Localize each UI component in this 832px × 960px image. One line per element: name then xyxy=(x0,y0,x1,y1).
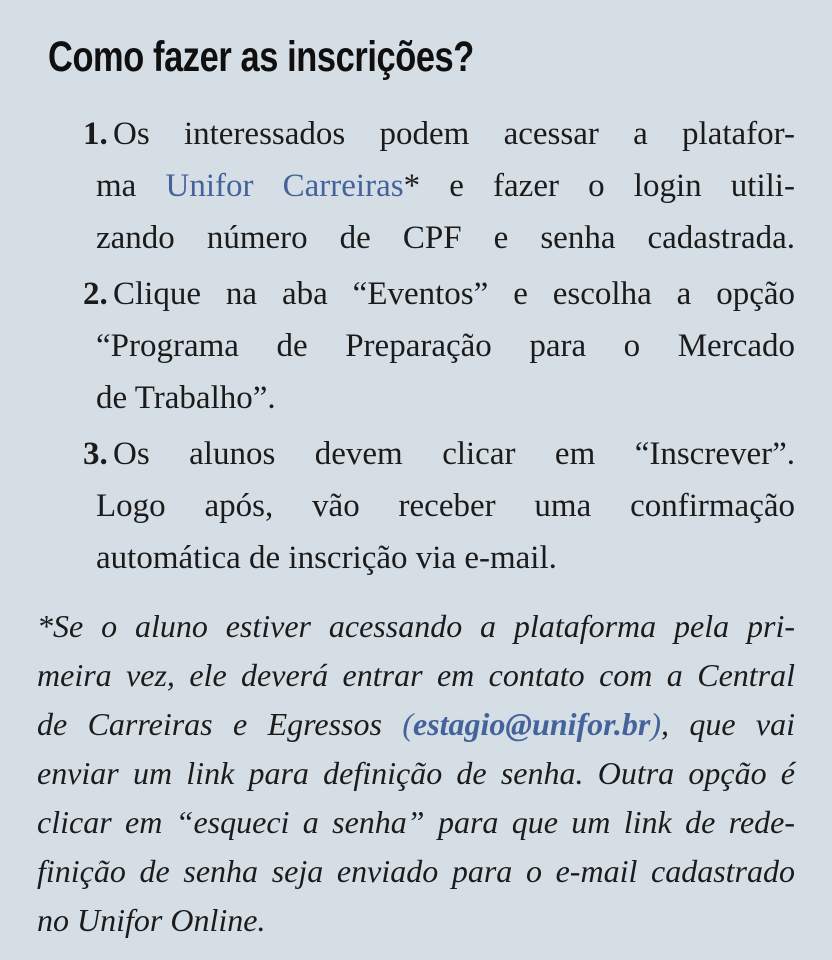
step-line xyxy=(96,320,795,372)
step-line xyxy=(96,532,795,584)
step-item xyxy=(83,268,795,424)
page-title xyxy=(48,34,795,80)
text-segment: Clique na aba “Eventos” e escolha a opção xyxy=(113,276,795,312)
text-segment: * e fazer o login utili- xyxy=(403,168,795,204)
step-number: 3. xyxy=(83,436,108,472)
text-segment: ma xyxy=(96,168,166,204)
steps-list xyxy=(37,108,795,584)
page-title-text: Como fazer as inscrições? xyxy=(48,33,474,81)
step-line xyxy=(96,372,795,424)
step-line xyxy=(96,160,795,212)
step-item xyxy=(83,428,795,584)
email-link[interactable]: estagio@unifor.br xyxy=(412,706,651,742)
text-segment: meira vez, ele deverá entrar em contato com a Central xyxy=(37,657,795,693)
step-item xyxy=(83,108,795,264)
text-segment: “Programa de Preparação para o Mercado xyxy=(96,328,795,364)
footnote-line xyxy=(37,749,795,798)
footnote xyxy=(37,602,795,945)
footnote-line xyxy=(37,847,795,896)
footnote-line xyxy=(37,651,795,700)
text-segment: Logo após, vão receber uma confirmação xyxy=(96,488,795,524)
text-segment: zando número de CPF e senha cadastrada. xyxy=(96,220,795,256)
step-number: 1. xyxy=(83,116,108,152)
text-segment: clicar em “esqueci a senha” para que um link de rede- xyxy=(37,804,795,840)
text-segment: , que vai xyxy=(660,706,795,742)
text-segment: finição de senha seja enviado para o e-mail cadastrado xyxy=(37,853,795,889)
footnote-line xyxy=(37,602,795,651)
step-line xyxy=(96,480,795,532)
text-segment: no Unifor Online. xyxy=(37,902,266,938)
text-segment: *Se o aluno estiver acessando a plataforma pela pri- xyxy=(37,608,795,644)
text-segment: Os interessados podem acessar a platafor- xyxy=(113,116,795,152)
unifor-carreiras-link[interactable]: Unifor Carreiras xyxy=(165,168,404,204)
step-line xyxy=(96,212,795,264)
text-segment: de Carreiras e Egressos xyxy=(37,706,403,742)
footnote-line xyxy=(37,896,795,945)
footnote-line xyxy=(37,798,795,847)
footnote-line xyxy=(37,700,795,749)
text-segment: ( xyxy=(402,706,413,742)
text-segment: automática de inscrição via e-mail. xyxy=(96,540,557,576)
step-line xyxy=(83,108,795,160)
step-number: 2. xyxy=(83,276,108,312)
step-line xyxy=(83,268,795,320)
text-segment: Os alunos devem clicar em “Inscrever”. xyxy=(113,436,795,472)
text-segment: ) xyxy=(650,706,661,742)
text-segment: enviar um link para definição de senha. Outra opção é xyxy=(37,755,795,791)
step-line xyxy=(83,428,795,480)
text-segment: de Trabalho”. xyxy=(96,380,276,416)
